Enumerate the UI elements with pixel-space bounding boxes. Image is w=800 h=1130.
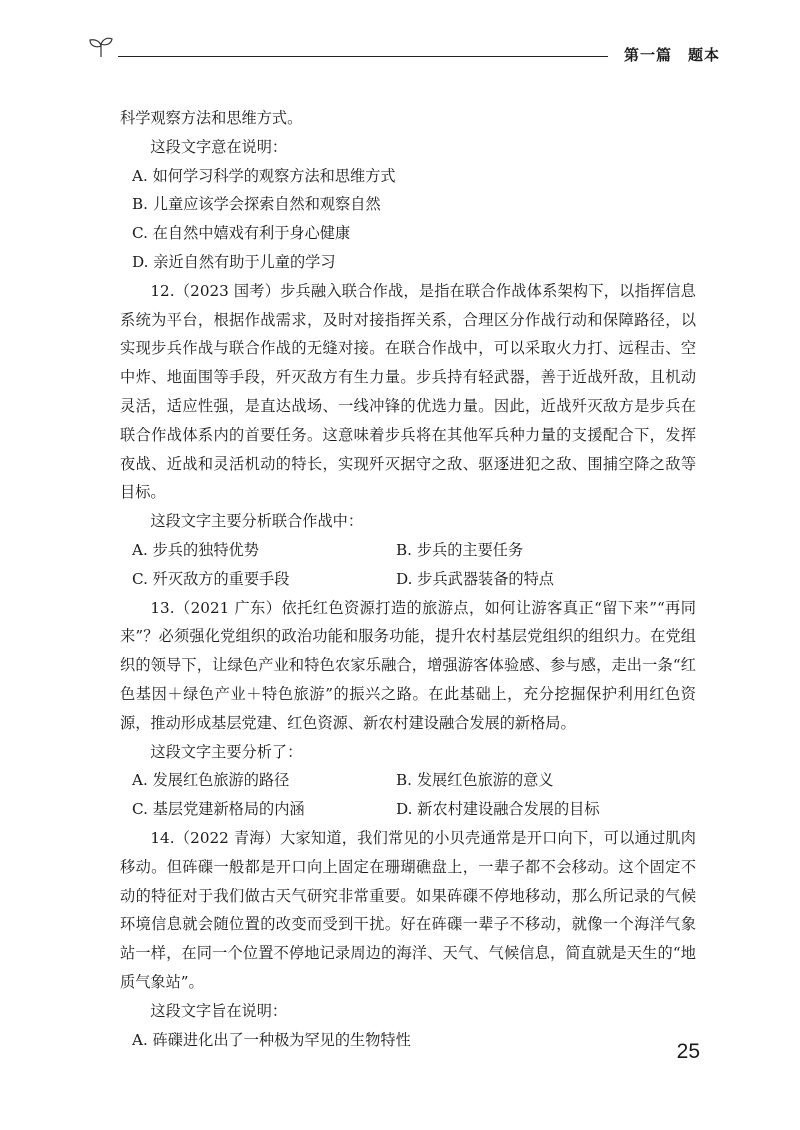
q12-prompt: 这段文字主要分析联合作战中： (150, 512, 364, 531)
page-number: 25 (676, 1040, 700, 1063)
q13-prompt: 这段文字主要分析了： (150, 742, 303, 761)
q11-option-b: B. 儿童应该学会探索自然和观察自然 (132, 195, 381, 214)
q11-option-d: D. 亲近自然有助于儿童的学习 (132, 252, 336, 271)
q13-option-c: C. 基层党建新格局的内涵 (132, 800, 305, 819)
q11-option-a: A. 如何学习科学的观察方法和思维方式 (132, 166, 396, 185)
header-rule (118, 56, 608, 57)
page-content (120, 104, 696, 1054)
q14-option-a: A. 砗磲进化出了一种极为罕见的生物特性 (132, 1030, 411, 1049)
q12-option-c: C. 歼灭敌方的重要手段 (132, 569, 290, 588)
q12-option-b: B. 步兵的主要任务 (396, 540, 524, 559)
q13-options-row-1 (120, 766, 696, 795)
q12-option-a: A. 步兵的独特优势 (132, 540, 259, 559)
q11-option-c: C. 在自然中嬉戏有利于身心健康 (132, 224, 351, 243)
q13-stem: 13.（2021 广东）依托红色资源打造的旅游点，如何让游客真正“留下来”“再同来”？必须强化党组织的政治功能和服务功能，提升农村基层党组织的组织力。在党组织的领导下，让绿色产业和特色农家乐融合，增强游客体验感、参与感，走出一条“红色基因＋绿色产业＋特色旅游”的振兴之路。在此基础上，充分挖掘保护利用红色资源，推动形成基层党建、红色资源、新农村建设融合发展的新格局。 (120, 598, 696, 732)
q12-options-row-2 (120, 565, 696, 594)
sprout-icon (88, 36, 114, 58)
q12-stem: 12.（2023 国考）步兵融入联合作战，是指在联合作战体系架构下，以指挥信息系统为平台，根据作战需求，及时对接指挥关系，合理区分作战行动和保障路径，以实现步兵作战与联合作战的无缝对接。在联合作战中，可以采取火力打、远程击、空中炸、地面围等手段，歼灭敌方有生力量。步兵持有轻武器，善于近战歼敌，且机动灵活，适应性强，是直达战场、一线冲锋的优选力量。因此，近战歼灭敌方是步兵在联合作战体系内的首要任务。这意味着步兵将在其他军兵种力量的支援配合下，发挥夜战、近战和灵活机动的特长，实现歼灭据守之敌、驱逐进犯之敌、围捕空降之敌等目标。 (120, 281, 696, 502)
section-title: 第一篇 题本 (623, 46, 720, 64)
running-header (88, 34, 720, 64)
q13-option-a: A. 发展红色旅游的路径 (132, 771, 290, 790)
q13-options-row-2 (120, 795, 696, 824)
q14-stem: 14.（2022 青海）大家知道，我们常见的小贝壳通常是开口向下，可以通过肌肉移动。但砗磲一般都是开口向上固定在珊瑚礁盘上，一辈子都不会移动。这个固定不动的特征对于我们做古天气研究非常重要。如果砗磲不停地移动，那么所记录的气候环境信息就会随位置的改变而受到干扰。好在砗磲一辈子不移动，就像一个海洋气象站一样，在同一个位置不停地记录周边的海洋、天气、气候信息，简直就是天生的“地质气象站”。 (120, 828, 696, 991)
q11-prompt: 这段文字意在说明： (150, 137, 288, 156)
q14-prompt: 这段文字旨在说明： (150, 1001, 288, 1020)
q13-option-b: B. 发展红色旅游的意义 (396, 771, 554, 790)
q11-tail: 科学观察方法和思维方式。 (120, 109, 303, 127)
q13-option-d: D. 新农村建设融合发展的目标 (396, 800, 600, 819)
q12-options-row-1 (120, 536, 696, 565)
q12-option-d: D. 步兵武器装备的特点 (396, 569, 554, 588)
